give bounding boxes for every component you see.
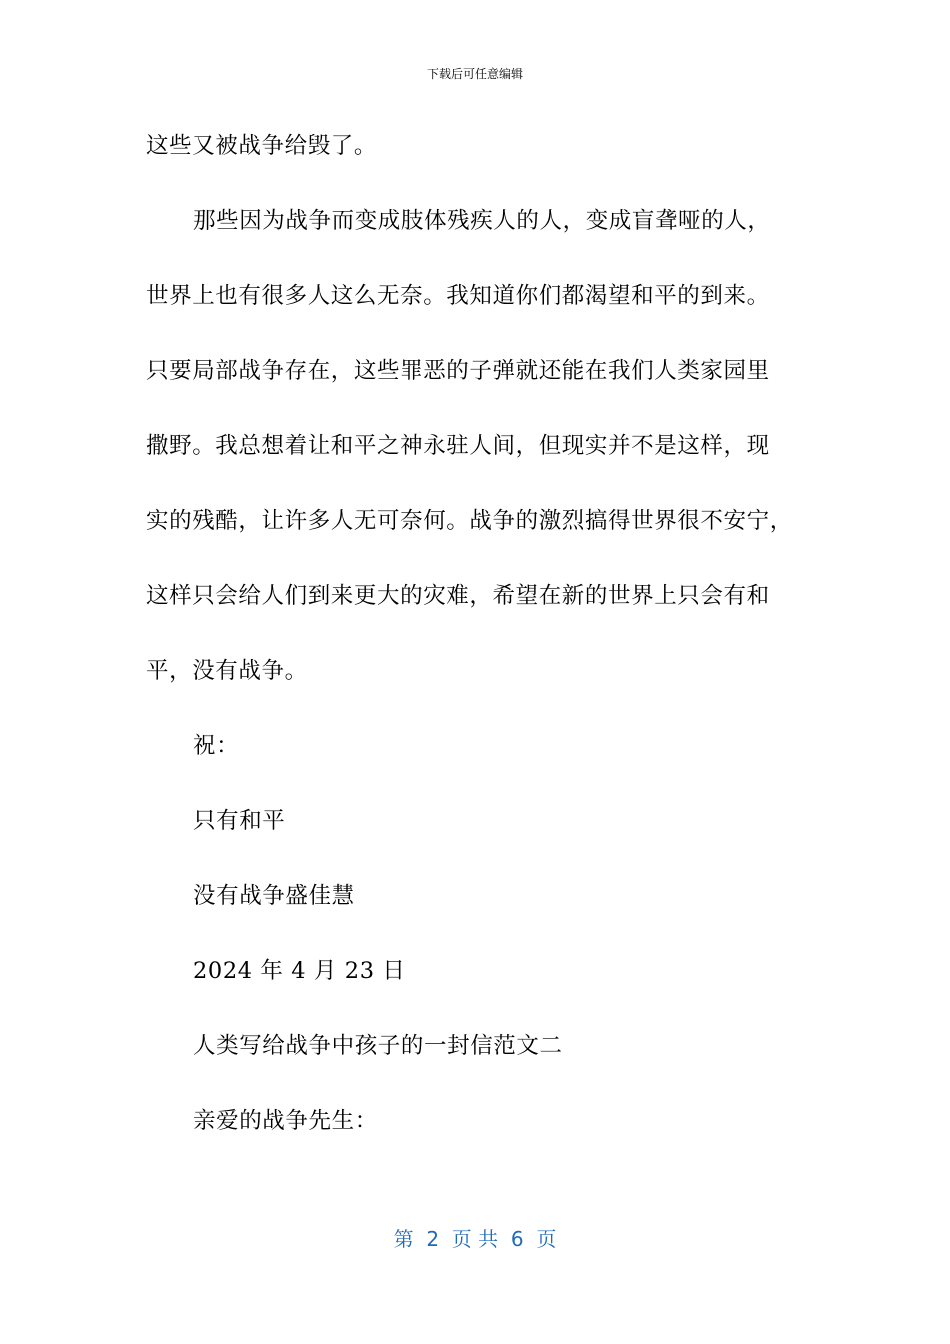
signature-line: 没有战争盛佳慧 — [193, 883, 355, 909]
paragraph-line: 实的残酷，让许多人无可奈何。战争的激烈搞得世界很不安宁， — [146, 508, 793, 534]
page-header: 下载后可任意编辑 — [426, 67, 523, 81]
letter-greeting: 亲爱的战争先生： — [193, 1108, 378, 1134]
paragraph-line: 只要局部战争存在，这些罪恶的子弹就还能在我们人类家园里 — [146, 358, 770, 384]
date-line: 2024 年 4 月 23 日 — [193, 958, 406, 984]
paragraph-line: 撒野。我总想着让和平之神永驻人间，但现实并不是这样，现 — [146, 433, 770, 459]
document-body — [146, 128, 816, 1178]
paragraph-line: 这些又被战争给毁了。 — [146, 133, 378, 159]
closing-line: 只有和平 — [193, 808, 286, 834]
paragraph-line: 这样只会给人们到来更大的灾难，希望在新的世界上只会有和 — [146, 583, 770, 609]
paragraph-line: 平，没有战争。 — [146, 658, 308, 684]
closing-salutation: 祝： — [193, 733, 240, 759]
paragraph-line: 那些因为战争而变成肢体残疾人的人，变成盲聋哑的人， — [193, 208, 771, 234]
page-footer: 第 2 页 共 6 页 — [393, 1227, 557, 1251]
paragraph-line: 世界上也有很多人这么无奈。我知道你们都渴望和平的到来。 — [146, 283, 770, 309]
section-title: 人类写给战争中孩子的一封信范文二 — [193, 1033, 563, 1059]
